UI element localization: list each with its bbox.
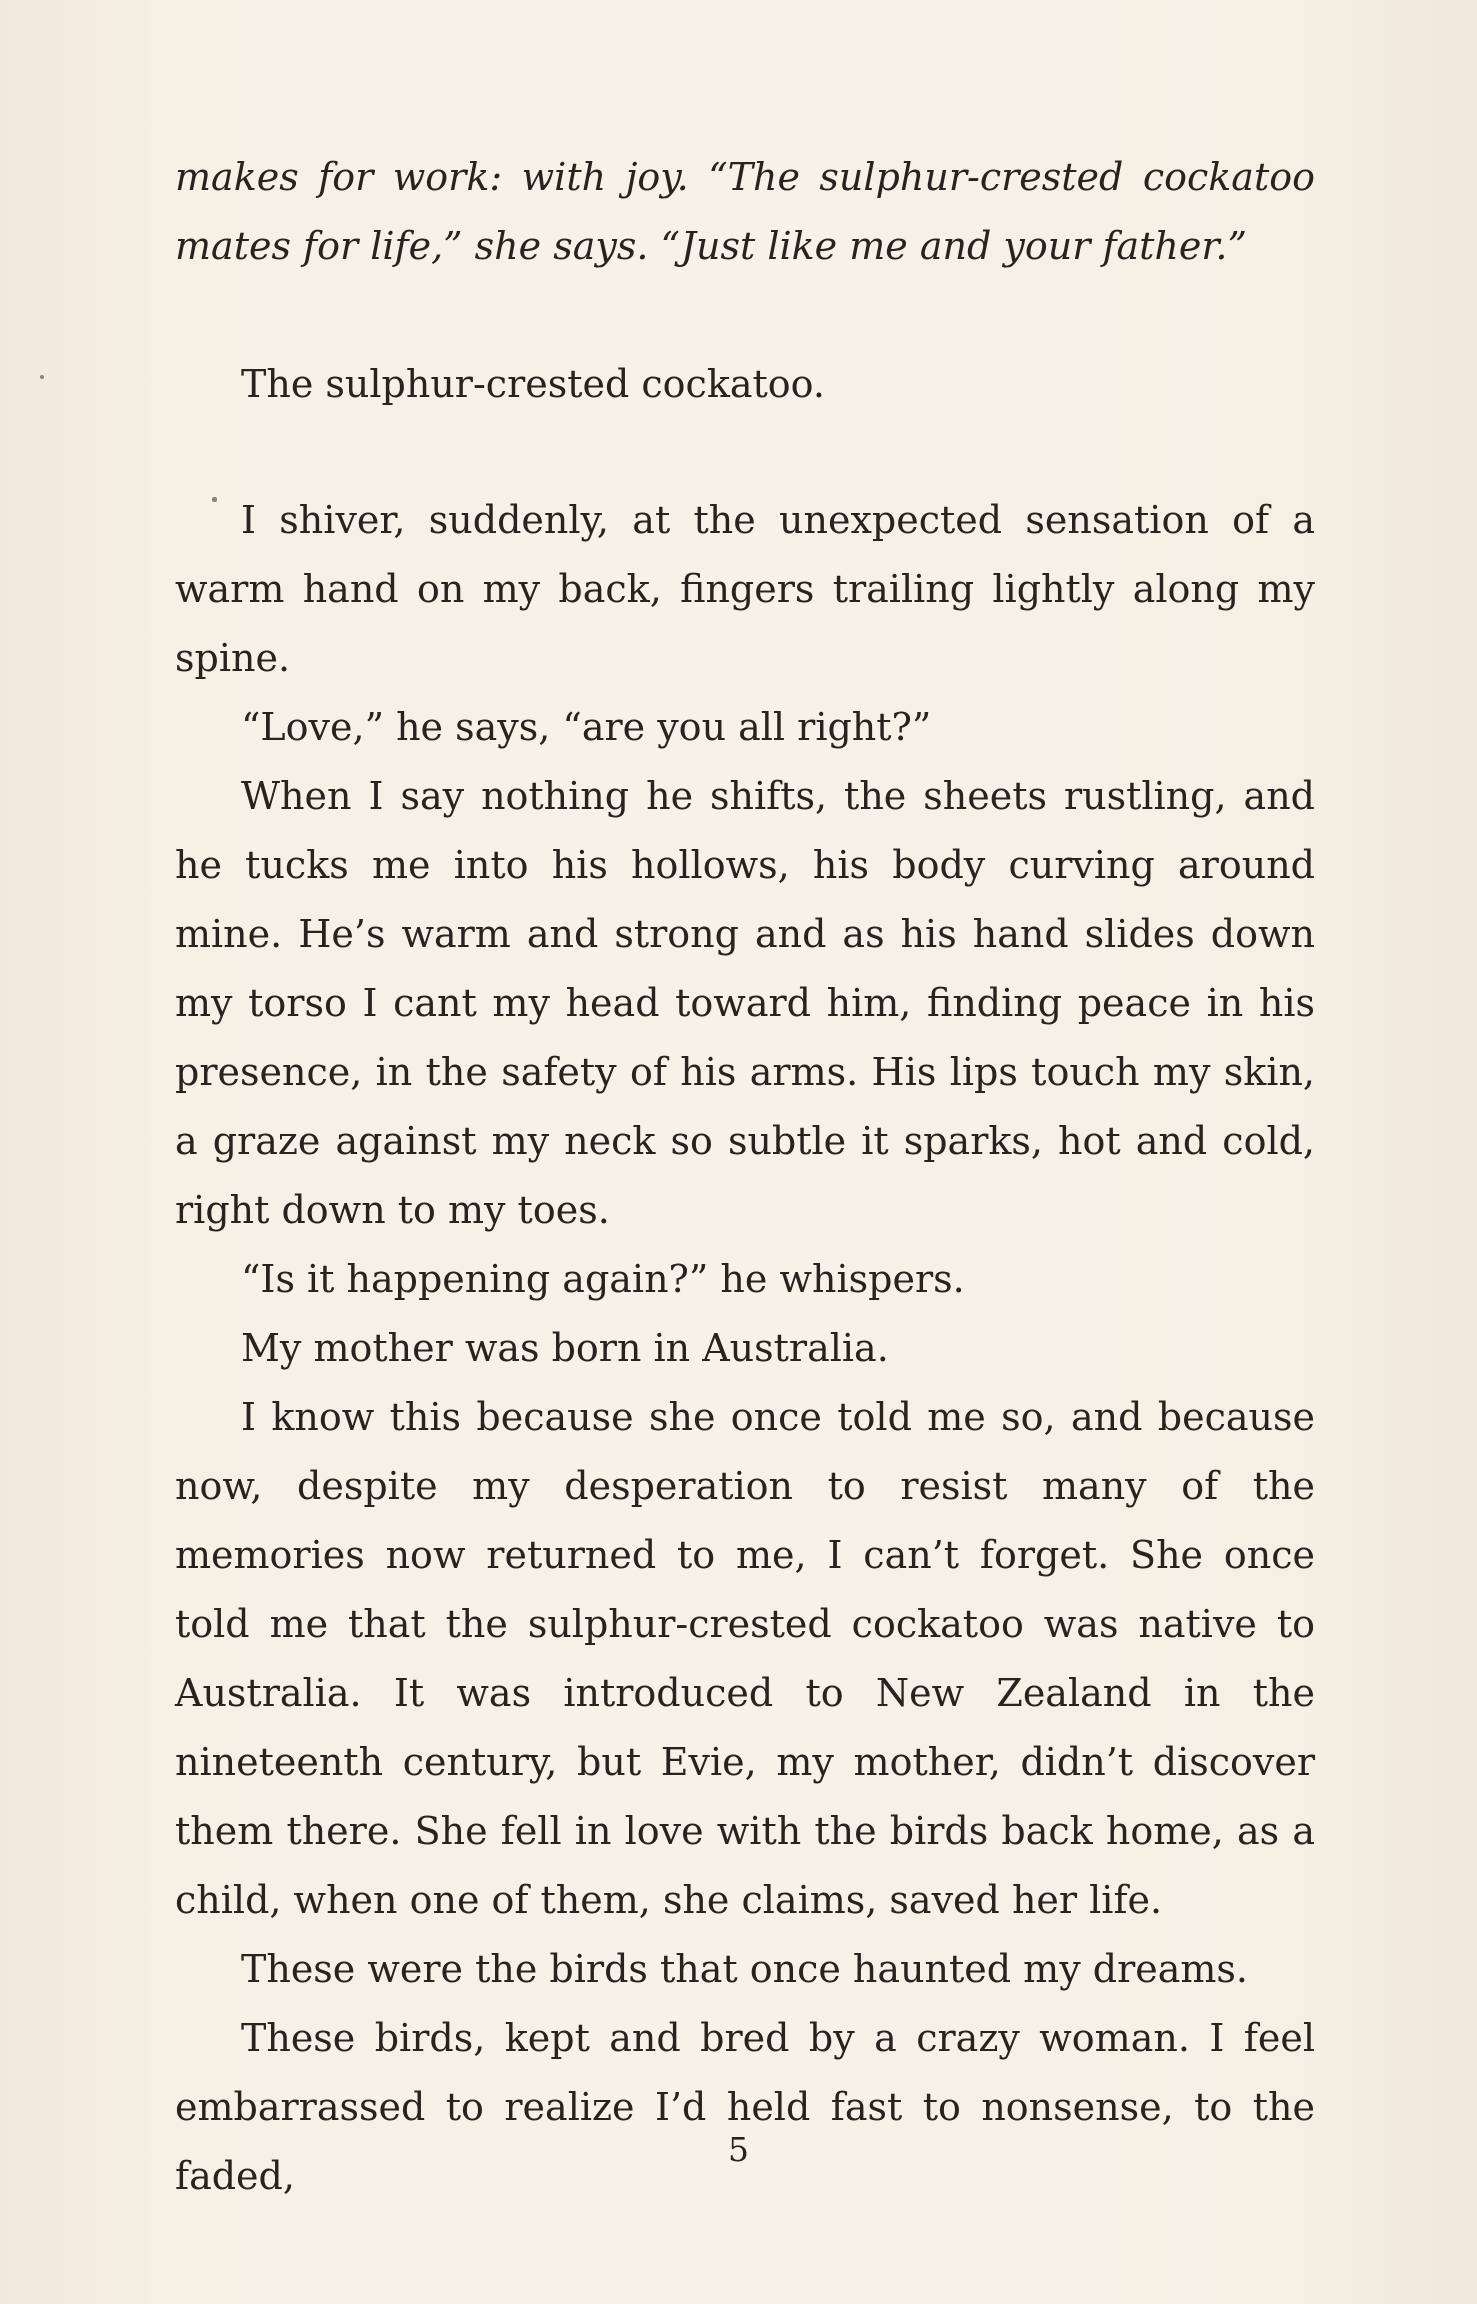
paragraph: I shiver, suddenly, at the unexpected sensation of a warm hand on my back, fingers trailing lightly along my spine.: [175, 498, 1315, 680]
paragraph: When I say nothing he shifts, the sheets rustling, and he tucks me into his hollows, his body curving around mine. He’s warm and strong and as his hand slides down my torso I cant my head toward him, finding peace in his presence, in the safety of his arms. His lips touch my skin, a graze against my neck so subtle it sparks, hot and cold, right down to my toes.: [175, 774, 1315, 1232]
section-break: [175, 419, 1315, 486]
paragraph: My mother was born in Australia.: [241, 1326, 889, 1370]
body-text: [175, 143, 1315, 2211]
section-break: [175, 281, 1315, 350]
italic-passage: makes for work: with joy. “The sulphur-crested cockatoo mates for life,” she says. “Just like me and your father.”: [175, 155, 1315, 268]
paper-speck: [40, 375, 44, 379]
section-line: The sulphur-crested cockatoo.: [241, 362, 825, 406]
paragraph: These were the birds that once haunted my dreams.: [241, 1947, 1248, 1991]
page-number: 5: [728, 2130, 749, 2169]
paragraph: “Love,” he says, “are you all right?”: [241, 705, 932, 749]
paragraph: I know this because she once told me so, and because now, despite my desperation to resist many of the memories now returned to me, I can’t forget. She once told me that the sulphur-crested cockatoo was native to Australia. It was introduced to New Zealand in the nineteenth century, but Evie, my mother, didn’t discover them there. She fell in love with the birds back home, as a child, when one of them, she claims, saved her life.: [175, 1395, 1315, 1922]
paragraph: These birds, kept and bred by a crazy woman. I feel embarrassed to realize I’d held fast to nonsense, to the faded,: [175, 2016, 1315, 2198]
paragraph: “Is it happening again?” he whispers.: [241, 1257, 965, 1301]
